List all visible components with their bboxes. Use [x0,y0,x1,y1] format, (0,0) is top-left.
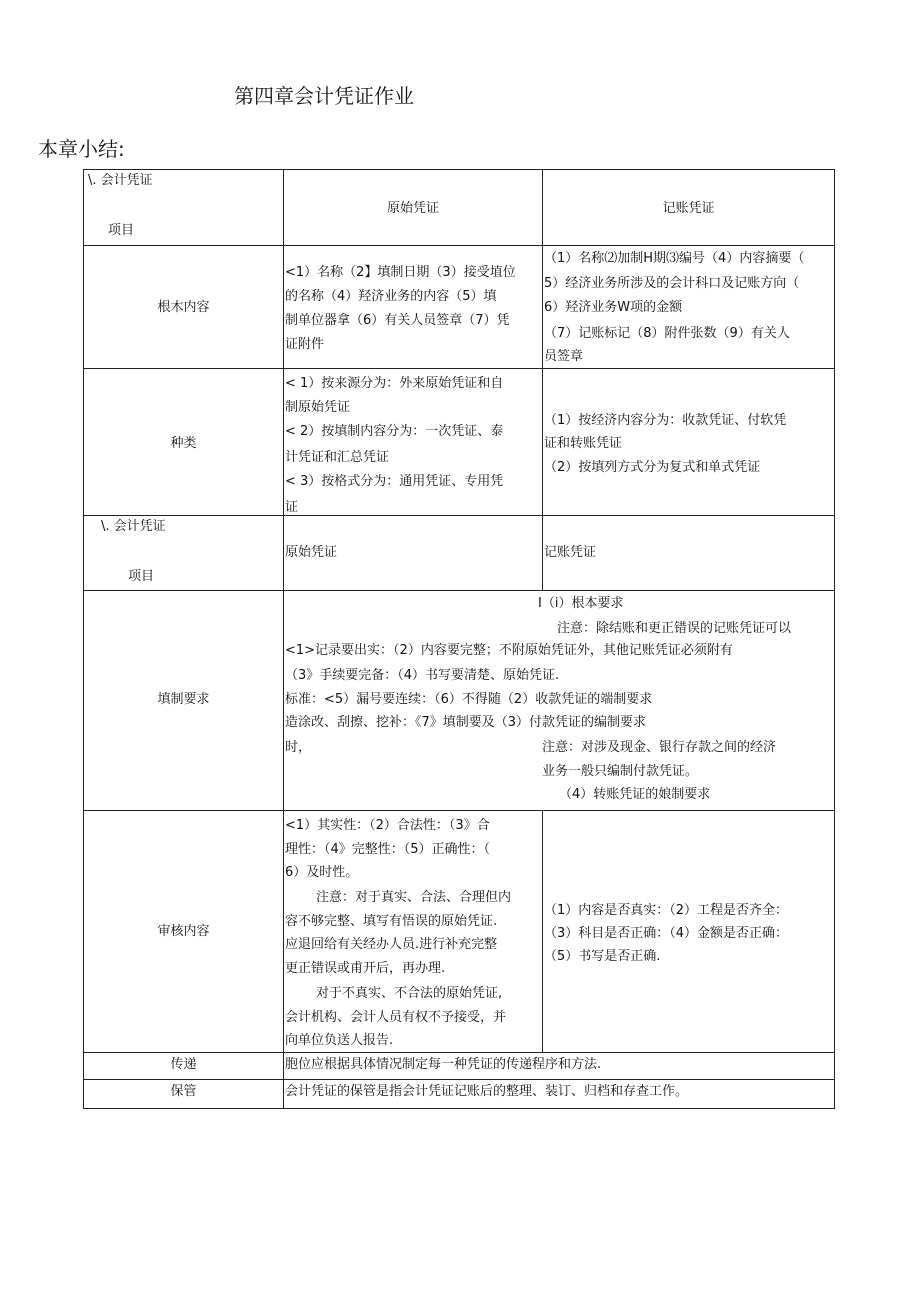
cell-text-line: （1）名称⑵加制H期⑶编号（4）内容摘要（ [544,251,805,266]
row-label-audit-content: 审核内容 [157,924,210,939]
header-corner-bottom: 项目 [128,569,155,584]
cell-text-line: <1）名称（2】填制日期（3）接受埴位 [285,265,516,280]
cell-text-line: 证 [285,500,299,515]
cell-text-line: 注意：对涉及现金、银行存款之间的经济 [542,740,777,755]
cell-text-line: 对于不真实、不合法的原始凭证, [316,986,503,1001]
cell-text-line: <1）其实性：（2）合法性：（3》合 [285,818,490,833]
row-divider [83,368,835,369]
cell-text-line: （5）书写是否正确. [544,949,661,964]
cell-text-line: 向单位负送人报告. [285,1033,394,1048]
cell-text-line: 6）及时性。 [285,865,359,880]
column-divider [542,810,543,1052]
cell-text-line: 造涂改、刮擦、挖补：《7》填制要及（3）付款凭证的编制要求 [285,715,647,730]
cell-text-line: （3》手续要完备：（4）书写要清楚、原始凭证. [285,668,560,683]
table-border-bottom [83,1108,835,1109]
header-original-voucher: 原始凭证 [386,201,439,216]
header-record-voucher: 记账凭证 [544,545,597,560]
cell-text-line: < 2）按填制内容分为：一次凭证、泰 [285,424,504,439]
row-label-storage: 保管 [170,1084,197,1099]
header-corner-bottom: 项目 [108,223,135,238]
cell-text-line: 更正错误或甫开后，再办理. [285,961,446,976]
header-original-voucher: 原始凭证 [285,545,338,560]
header-corner-top: \. 会计凭证 [88,173,153,188]
header-record-voucher: 记账凭证 [662,201,715,216]
table-border-right [834,169,835,1109]
cell-text-line: 会计机构、会计人员有权不予接受，并 [285,1010,507,1025]
cell-text-line: （4）转账凭证的娘制要求 [559,787,711,802]
cell-text-line: 标准：<5）漏号要连续：（6）不得随（2）收款凭证的端制要求 [285,692,653,707]
header-corner-top: \. 会计凭证 [101,519,166,534]
cell-text-line: 业务一般只编制付款凭证。 [542,764,699,779]
cell-text-line: 会计凭证的保管是指会计凭证记账后的整理、装订、归档和存查工作。 [285,1084,689,1099]
cell-text-line: （7）记账标记（8）附件张数（9）有关人 [544,326,790,341]
cell-text-line: < 1）按来源分为：外来原始凭证和自 [285,376,504,391]
cell-text-line: 注意：除结账和更正错误的记账凭证可以 [557,621,792,636]
cell-text-line: I（i）根本要求 [538,596,624,611]
cell-text-line: 制原始凭证 [285,400,351,415]
cell-text-line: 制单位器拿（6）有关人员签章（7）凭 [285,313,510,328]
cell-text-line: （3）科目是否正确：（4）金额是否正确： [544,926,789,941]
page-title: 第四章会计凭证作业 [234,84,414,108]
row-divider [83,245,835,246]
cell-text-line: 应退回给有关经办人员.进行补充完整 [285,937,498,952]
cell-text-line: < 3）按格式分为：通用凭证、专用凭 [285,474,504,489]
cell-text-line: 容不够完整、填写有悟误的原始凭证. [285,914,498,929]
cell-text-line: 证和转账凭证 [544,436,623,451]
cell-text-line: <1>记录要出实：（2）内容要完整；不附原始凭证外，其他记账凭证必须附有 [285,643,733,658]
cell-text-line: 6）羟济业务W项的金额 [544,300,683,315]
row-divider [83,590,835,591]
section-title: 本章小结: [38,137,125,161]
cell-text-line: （2）按填列方式分为复式和单式凭证 [544,460,761,475]
cell-text-line: 5）经济业务所涉及的会计科口及记账方向（ [544,276,800,291]
column-divider [283,169,284,1109]
cell-text-line: 的名称（4）羟济业务的内容（5）填 [285,289,497,304]
cell-text-line: 理性：（4》完整性：（5）正确性：（ [285,842,491,857]
row-label-types: 种类 [170,436,197,451]
cell-text-line: （1）内容是否真实：（2）工程是否齐全： [544,903,789,918]
row-label-transfer: 传递 [170,1057,197,1072]
row-divider [83,515,835,516]
cell-text-line: （1）按经济内容分为：收款凭证、付软凭 [544,413,787,428]
row-divider [83,810,835,811]
cell-text-line: 胞位应根据具体情况制定每一种凭证的传递程序和方法. [285,1057,602,1072]
column-divider [542,169,543,590]
row-label-content: 根木内容 [157,300,210,315]
cell-text-line: 计凭证和汇总凭证 [285,450,390,465]
summary-table [83,169,835,1109]
table-border-top [83,169,835,170]
row-label-fill-requirements: 填制要求 [157,692,210,707]
cell-text-line: 证附件 [285,337,325,352]
cell-text-line: 时， [285,740,312,755]
cell-text-line: 员签章 [544,349,584,364]
cell-text-line: 注意：对于真实、合法、合理但内 [316,890,512,905]
